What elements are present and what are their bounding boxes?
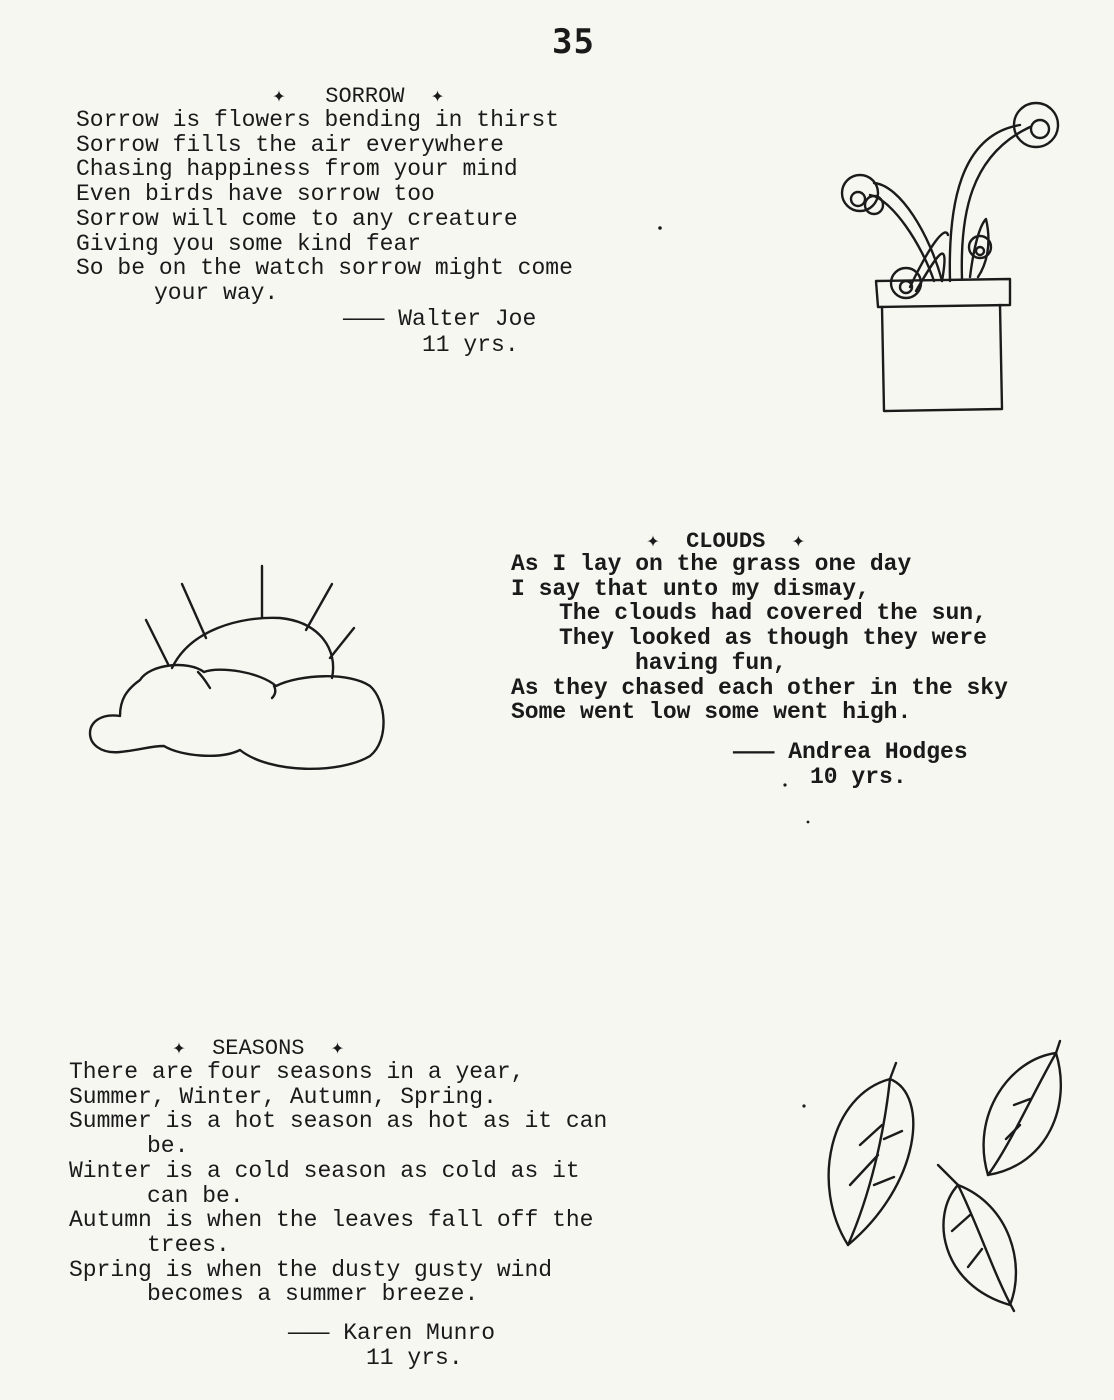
poem-line: Some went low some went high. [511,699,912,726]
author-age: 11 yrs. [366,1345,463,1371]
leaf-stem [890,1063,896,1079]
poem-body-sorrow [76,108,573,306]
poem-signature-sorrow [343,307,536,332]
cloud-sun-illustration [80,560,400,790]
star-ornament-icon: ✦ [791,529,805,554]
sun-ray [306,584,332,630]
leaf-outline [943,1185,1015,1305]
poem-signature-clouds [733,740,968,765]
sun-ray [182,584,206,638]
poem-line: Spring is when the dusty gusty wind [69,1256,553,1283]
star-ornament-icon: ✦ [172,1036,186,1061]
author-age: 10 yrs. [810,764,907,790]
poem-line: be. [147,1133,189,1160]
flower-bud [1031,120,1049,138]
flower-bud [976,247,984,255]
flower-pot-illustration [830,95,1090,425]
flower-bud [851,192,865,206]
dash: ——— [343,306,385,332]
title-text: SORROW [325,84,405,109]
star-ornament-icon: ✦ [330,1036,345,1061]
author-name: Karen Munro [343,1320,496,1346]
leaf-stem [938,1165,958,1185]
poem-line: The clouds had covered the sun, [559,600,987,627]
poem-line: They looked as though they were [559,625,987,652]
dash: ——— [733,739,775,765]
poem-signature-seasons [288,1321,495,1346]
poem-line: Summer is a hot season as hot as it can [69,1108,608,1135]
poem-line: Autumn is when the leaves fall off the [69,1207,594,1234]
leaf-vein [1006,1125,1020,1139]
poem-body-seasons [69,1060,607,1307]
title-text: CLOUDS [686,529,766,554]
leaf-vein [968,1249,982,1267]
poem-line: Chasing happiness from your mind [76,156,518,183]
poem-line: Sorrow is flowers bending in thirst [76,107,560,133]
poem-line: your way. [154,279,279,306]
pot-body [882,305,1002,411]
leaf-vein [860,1125,882,1145]
poem-line: Winter is a cold season as cold as it [69,1157,580,1184]
poem-title-clouds [620,503,805,554]
author-age: 11 yrs. [422,332,519,358]
leaf-stem [1056,1041,1060,1053]
poem-line: having fun, [635,649,787,676]
poem-line: Even birds have sorrow too [76,181,435,208]
page-number: 35 [552,22,595,62]
poem-line: trees. [147,1231,230,1258]
cloud-outline [90,665,384,769]
leaves-illustration [810,1035,1090,1325]
star-ornament-icon: ✦ [272,84,286,109]
poem-line: As they chased each other in the sky [511,674,1008,701]
sun-ray [146,620,168,664]
leaf-vein [848,1079,890,1245]
leaf-vein [874,1177,894,1185]
poem-line: Sorrow fills the air everywhere [76,131,504,158]
leaf-vein [988,1053,1056,1175]
author-name: Andrea Hodges [788,739,968,765]
leaf-vein [952,1215,970,1231]
poem-line: Summer, Winter, Autumn, Spring. [69,1083,497,1110]
poem-line: Giving you some kind fear [76,230,422,257]
poem-line: There are four seasons in a year, [69,1059,525,1085]
poem-line: I say that unto my dismay, [511,575,870,602]
star-ornament-icon: ✦ [646,529,660,554]
poem-line: As I lay on the grass one day [511,551,912,577]
poem-title-sorrow [246,58,444,109]
poem-line: becomes a summer breeze. [147,1281,479,1308]
poem-body-clouds [511,552,1008,725]
star-ornament-icon: ✦ [430,84,445,109]
poem-line: So be on the watch sorrow might come [76,255,573,282]
cloud-detail [272,686,275,698]
cloud-detail [198,672,210,688]
title-text: SEASONS [212,1036,305,1061]
poem-title-seasons [146,1010,344,1061]
dash: ——— [288,1320,330,1346]
poem-line: Sorrow will come to any creature [76,205,518,232]
leaf-vein [884,1131,902,1139]
poem-line: can be. [147,1182,244,1209]
sun-ray [330,628,354,658]
author-name: Walter Joe [398,306,537,332]
